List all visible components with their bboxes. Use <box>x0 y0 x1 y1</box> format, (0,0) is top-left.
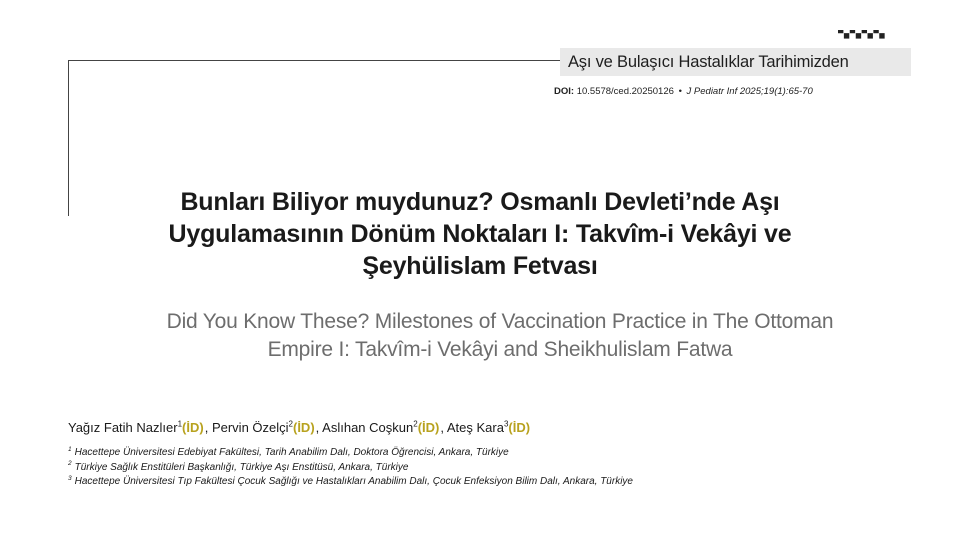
affiliation-text: Hacettepe Üniversitesi Tıp Fakültesi Çocuk Sağlığı ve Hastalıkları Anabilim Dalı, Çocuk Enfeksiyon Bilim Dalı, Ankara, Türkiye <box>74 476 633 487</box>
section-title: Aşı ve Bulaşıcı Hastalıklar Tarihimizden <box>568 52 849 71</box>
orcid-icon[interactable]: (İD) <box>292 420 315 435</box>
author-name: Pervin Özelçi <box>211 420 289 435</box>
orcid-icon[interactable]: (İD) <box>508 420 531 435</box>
affiliation-list <box>68 446 633 490</box>
author-separator: , <box>204 420 212 435</box>
doi-value[interactable]: 10.5578/ced.20250126 <box>576 86 674 97</box>
frame-rule-left <box>68 60 69 216</box>
title-turkish <box>90 186 870 282</box>
author-affiliation-sup: 2 <box>413 419 418 429</box>
doi-line <box>554 86 813 97</box>
author-name: Ateş Kara <box>446 420 504 435</box>
author-separator: , <box>315 420 323 435</box>
author-name: Yağız Fatih Nazlıer <box>68 420 178 435</box>
title-english-line: Empire I: Takvîm-i Vekâyi and Sheikhulislam Fatwa <box>267 338 733 361</box>
affiliation-number: 2 <box>68 460 72 468</box>
affiliation-number: 3 <box>68 474 72 482</box>
title-turkish-line: Uygulamasının Dönüm Noktaları I: Takvîm-i Vekâyi ve <box>168 220 792 248</box>
orcid-icon[interactable]: (İD) <box>417 420 440 435</box>
doi-label: DOI: <box>554 86 575 97</box>
title-english <box>110 308 890 364</box>
title-turkish-line: Şeyhülislam Fetvası <box>362 252 598 280</box>
author-affiliation-sup: 2 <box>288 419 293 429</box>
frame-rule-top <box>68 60 560 61</box>
affiliation-item <box>68 446 633 461</box>
author-list <box>68 420 531 435</box>
affiliation-item <box>68 475 633 490</box>
affiliation-text: Türkiye Sağlık Enstitüleri Başkanlığı, Türkiye Aşı Enstitüsü, Ankara, Türkiye <box>74 461 409 473</box>
top-corner-fragment: ▀▄▀▄▀▄▀▄ <box>838 30 886 39</box>
section-banner <box>560 48 911 76</box>
title-english-line: Did You Know These? Milestones of Vaccination Practice in The Ottoman <box>166 310 834 333</box>
affiliation-item <box>68 461 633 476</box>
author-affiliation-sup: 3 <box>503 419 509 429</box>
author-affiliation-sup: 1 <box>177 419 183 429</box>
doi-separator: • <box>678 86 682 97</box>
author-name: Aslıhan Coşkun <box>322 420 414 435</box>
title-turkish-line: Bunları Biliyor muydunuz? Osmanlı Devleti’nde Aşı <box>180 188 780 216</box>
orcid-icon[interactable]: (İD) <box>182 420 204 435</box>
author-separator: , <box>440 420 447 435</box>
journal-reference: J Pediatr Inf 2025;19(1):65-70 <box>686 86 813 97</box>
affiliation-text: Hacettepe Üniversitesi Edebiyat Fakültesi, Tarih Anabilim Dalı, Doktora Öğrencisi, Ankara, Türkiye <box>74 447 509 458</box>
affiliation-number: 1 <box>68 445 72 453</box>
